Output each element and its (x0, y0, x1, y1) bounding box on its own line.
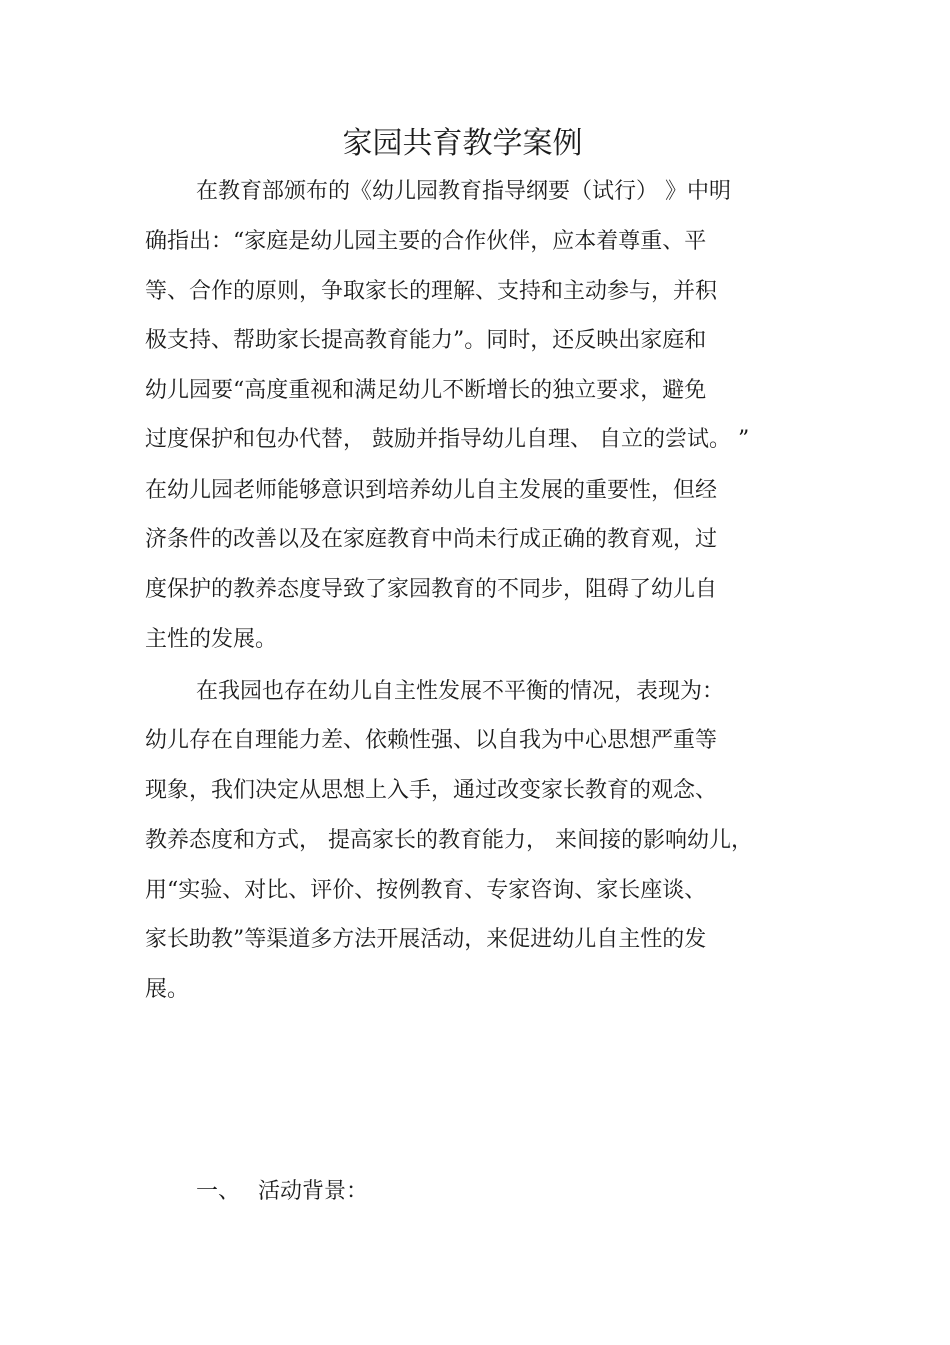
paragraph1-line-9: 度保护的教养态度导致了家园教育的不同步，阻碍了幼儿自 (145, 577, 718, 602)
paragraph2-line-6: 家长助教”等渠道多方法开展活动，来促进幼儿自主性的发 (145, 927, 707, 952)
paragraph1-line-7: 在幼儿园老师能够意识到培养幼儿自主发展的重要性，但经 (145, 478, 718, 503)
paragraph2-line-3: 现象，我们决定从思想上入手，通过改变家长教育的观念、 (145, 778, 718, 803)
paragraph2-line-2: 幼儿存在自理能力差、依赖性强、以自我为中心思想严重等 (145, 728, 718, 753)
paragraph1-line-6: 过度保护和包办代替， 鼓励并指导幼儿自理、 自立的尝试。 ” (145, 427, 750, 452)
paragraph1-line-2: 确指出：“家庭是幼儿园主要的合作伙伴，应本着尊重、平 (145, 229, 707, 254)
paragraph2-line-7: 展。 (145, 977, 190, 1002)
paragraph1-line-3: 等、合作的原则，争取家长的理解、支持和主动参与，并积 (145, 279, 718, 304)
paragraph2-line-5: 用“实验、对比、评价、按例教育、专家咨询、家长座谈、 (145, 878, 707, 903)
paragraph1-line-5: 幼儿园要“高度重视和满足幼儿不断增长的独立要求，避免 (145, 378, 707, 403)
paragraph2-line-4: 教养态度和方式， 提高家长的教育能力， 来间接的影响幼儿， (145, 828, 753, 853)
paragraph1-line-4: 极支持、帮助家长提高教育能力”。同时，还反映出家庭和 (145, 328, 707, 353)
paragraph1-line-8: 济条件的改善以及在家庭教育中尚未行成正确的教育观，过 (145, 527, 718, 552)
paragraph1-line-10: 主性的发展。 (145, 627, 278, 652)
document-title: 家园共育教学案例 (342, 126, 583, 161)
paragraph1-line-1: 在教育部颁布的《幼儿园教育指导纲要（试行） 》中明 (196, 179, 731, 204)
section-number: 一、 (196, 1179, 241, 1204)
section-heading: 活动背景： (258, 1179, 369, 1204)
paragraph2-line-1: 在我园也存在幼儿自主性发展不平衡的情况，表现为： (196, 679, 725, 704)
